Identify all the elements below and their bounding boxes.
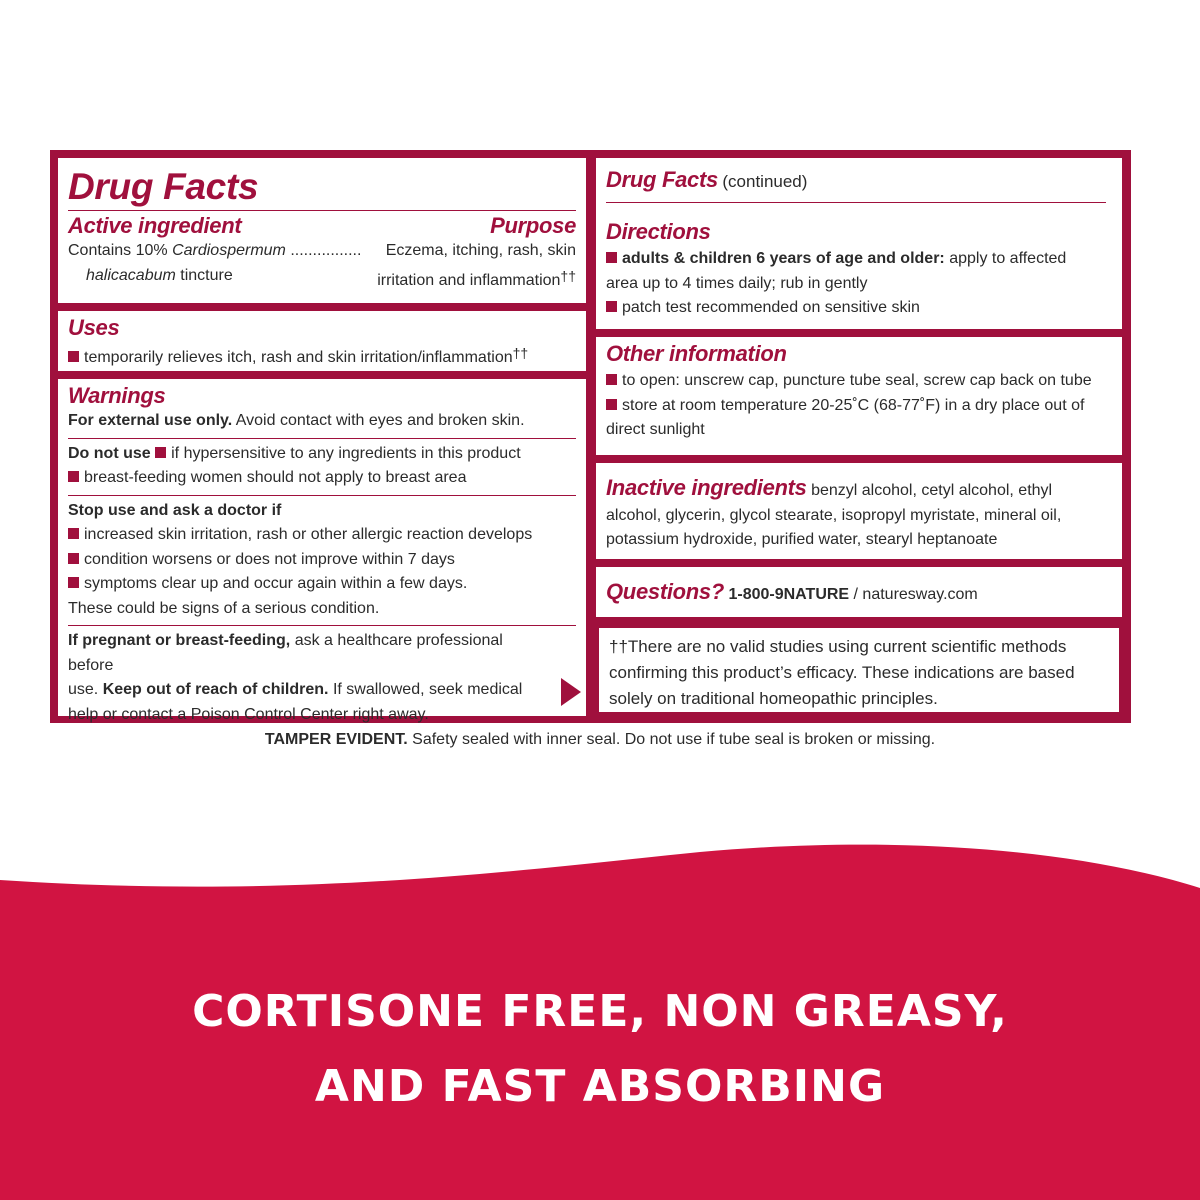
drug-facts-title: Drug Facts — [68, 166, 259, 207]
active-ingredient-heading: Active ingredient — [68, 213, 242, 238]
inactive-ingredients-panel — [596, 463, 1122, 559]
purpose-line-1: Eczema, itching, rash, skin — [385, 242, 576, 259]
purpose-line-2: irritation and inflammation†† — [377, 267, 576, 289]
slogan-line-2: AND FAST ABSORBING — [314, 1061, 886, 1112]
warnings-panel — [58, 379, 586, 723]
uses-panel — [58, 311, 586, 371]
active-ingredient-line-2: halicacabum tincture — [86, 266, 233, 284]
stop-use-note: These could be signs of a serious condition. — [68, 599, 380, 617]
purpose-heading: Purpose — [490, 213, 576, 238]
questions-line — [606, 579, 1112, 608]
directions-panel — [596, 158, 1122, 329]
do-not-use-item-2: breast-feeding women should not apply to breast area — [68, 466, 576, 491]
bullet-square-icon — [68, 351, 79, 362]
directions-heading: Directions — [606, 219, 711, 244]
divider — [606, 202, 1106, 203]
slogan-line-1: CORTISONE FREE, NON GREASY, — [192, 986, 1008, 1037]
questions-heading: Questions? — [606, 579, 725, 604]
continued-header: Drug Facts (continued) — [606, 167, 808, 192]
bullet-square-icon — [68, 471, 79, 482]
uses-heading: Uses — [68, 315, 120, 340]
other-information-heading: Other information — [606, 341, 787, 366]
other-information-panel — [596, 337, 1122, 455]
uses-item: temporarily relieves itch, rash and skin irritation/inflammation†† — [68, 341, 576, 371]
divider — [68, 438, 576, 439]
warnings-heading: Warnings — [68, 383, 166, 408]
external-use-line: For external use only. Avoid contact with eyes and broken skin. — [68, 412, 525, 429]
active-ingredient-line-1: Contains 10% Cardiospermum ................ — [68, 242, 362, 259]
footnote-panel — [596, 625, 1122, 715]
stop-use-heading: Stop use and ask a doctor if — [68, 501, 282, 519]
divider — [68, 495, 576, 496]
questions-panel — [596, 567, 1122, 617]
active-ingredient-panel — [58, 158, 586, 303]
bullet-square-icon — [606, 252, 617, 263]
drug-facts-label — [50, 150, 1131, 723]
divider — [68, 625, 576, 626]
bullet-square-icon — [606, 399, 617, 410]
stop-use-item: symptoms clear up and occur again within a few days. — [68, 572, 576, 597]
divider — [68, 210, 576, 211]
bullet-square-icon — [68, 528, 79, 539]
directions-item-2: patch test recommended on sensitive skin — [606, 296, 1112, 321]
bullet-square-icon — [606, 374, 617, 385]
do-not-use-item-1: Do not use if hypersensitive to any ingredients in this product — [68, 444, 521, 462]
footnote-text: ††There are no valid studies using current scientific methods confirming this product’s efficacy. These indications are based solely on traditional homeopathic principles. — [609, 637, 1075, 708]
stop-use-item: increased skin irritation, rash or other allergic reaction develops — [68, 523, 576, 548]
phone-number: 1-800-9NATURE — [728, 586, 850, 603]
bullet-square-icon — [68, 577, 79, 588]
other-info-item-2: store at room temperature 20-25˚C (68-77˚F) in a dry place out of direct sunlight — [606, 396, 1085, 438]
inactive-ingredients-text: Inactive ingredients benzyl alcohol, cetyl alcohol, ethyl alcohol, glycerin, glycol stearate, isopropyl myristate, mineral oil, potassium hydroxide, purified water, stearyl heptanoate — [606, 475, 1062, 548]
continue-arrow-icon — [561, 678, 581, 706]
website-link: / naturesway.com — [849, 586, 978, 603]
bullet-square-icon — [606, 301, 617, 312]
stop-use-item: condition worsens or does not improve within 7 days — [68, 548, 576, 573]
bullet-square-icon — [68, 553, 79, 564]
other-info-item-1: to open: unscrew cap, puncture tube seal, screw cap back on tube — [606, 369, 1112, 394]
directions-item-1: adults & children 6 years of age and older: apply to affected area up to 4 times daily; rub in gently — [606, 250, 1067, 292]
bullet-square-icon — [155, 447, 166, 458]
pregnancy-warning: If pregnant or breast-feeding, ask a healthcare professional before use. Keep out of reach of children. If swallowed, seek medical help or contact a Poison Control Center right away. — [68, 632, 523, 723]
tamper-evident-notice: TAMPER EVIDENT. Safety sealed with inner seal. Do not use if tube seal is broken or missing. — [264, 731, 936, 748]
